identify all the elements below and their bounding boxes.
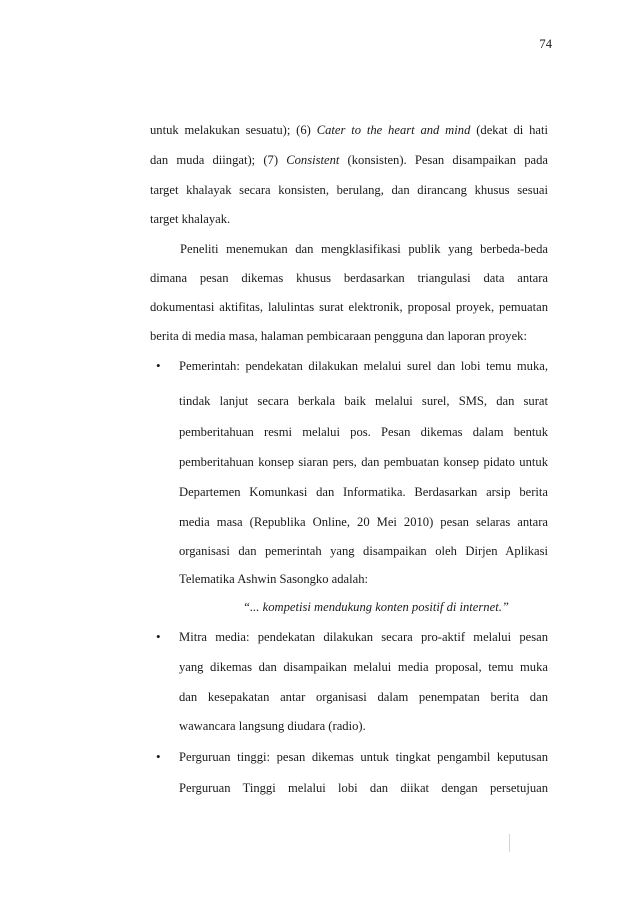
list-item-line: Pemerintah: pendekatan dilakukan melalui surel dan lobi temu muka,	[179, 359, 548, 373]
margin-rule	[509, 834, 510, 852]
text-line: dimana pesan dikemas khusus berdasarkan triangulasi data antara	[150, 271, 548, 285]
list-item-line: Perguruan tinggi: pesan dikemas untuk tingkat pengambil keputusan	[179, 750, 548, 764]
list-item-line: Departemen Komunkasi dan Informatika. Berdasarkan arsip berita	[179, 485, 548, 499]
list-item-line: tindak lanjut secara berkala baik melalui surel, SMS, dan surat	[179, 394, 548, 408]
bullet-icon: •	[156, 749, 161, 764]
italic-term: Cater to the heart and mind	[316, 123, 471, 137]
list-item-line: pemberitahuan resmi melalui pos. Pesan dikemas dalam bentuk	[179, 425, 548, 439]
list-item-line: Perguruan Tinggi melalui lobi dan diikat dengan persetujuan	[179, 781, 548, 795]
list-item-line: Telematika Ashwin Sasongko adalah:	[179, 572, 369, 586]
page-number: 74	[539, 37, 552, 51]
block-quote: “... kompetisi mendukung konten positif di internet.”	[243, 600, 509, 614]
text-span: untuk melakukan sesuatu); (6)	[150, 123, 317, 137]
list-item-line: dan kesepakatan antar organisasi dalam penempatan berita dan	[179, 690, 548, 704]
text-span: (dekat di hati	[470, 123, 549, 137]
list-item-line: wawancara langsung diudara (radio).	[179, 719, 366, 733]
text-line	[150, 152, 548, 168]
list-item-line: yang dikemas dan disampaikan melalui media proposal, temu muka	[179, 660, 548, 674]
text-line: berita di media masa, halaman pembicaraan pengguna dan laporan proyek:	[150, 329, 527, 343]
list-item-line: Mitra media: pendekatan dilakukan secara pro-aktif melalui pesan	[179, 630, 548, 644]
bullet-icon: •	[156, 629, 161, 644]
text-span: (konsisten). Pesan disampaikan pada	[339, 153, 548, 167]
text-line: Peneliti menemukan dan mengklasifikasi publik yang berbeda-beda	[180, 242, 548, 256]
text-line	[150, 122, 548, 138]
text-line: target khalayak.	[150, 212, 231, 226]
text-line: target khalayak secara konsisten, berulang, dan dirancang khusus sesuai	[150, 183, 548, 197]
text-span: dan muda diingat); (7)	[150, 153, 287, 167]
list-item-line: pemberitahuan konsep siaran pers, dan pembuatan konsep pidato untuk	[179, 455, 548, 469]
italic-term: Consistent	[286, 153, 340, 167]
text-line: dokumentasi aktifitas, lalulintas surat elektronik, proposal proyek, pemuatan	[150, 300, 548, 314]
list-item-line: organisasi dan pemerintah yang disampaikan oleh Dirjen Aplikasi	[179, 544, 548, 558]
bullet-icon: •	[156, 358, 161, 373]
list-item-line: media masa (Republika Online, 20 Mei 2010) pesan selaras antara	[179, 515, 548, 529]
